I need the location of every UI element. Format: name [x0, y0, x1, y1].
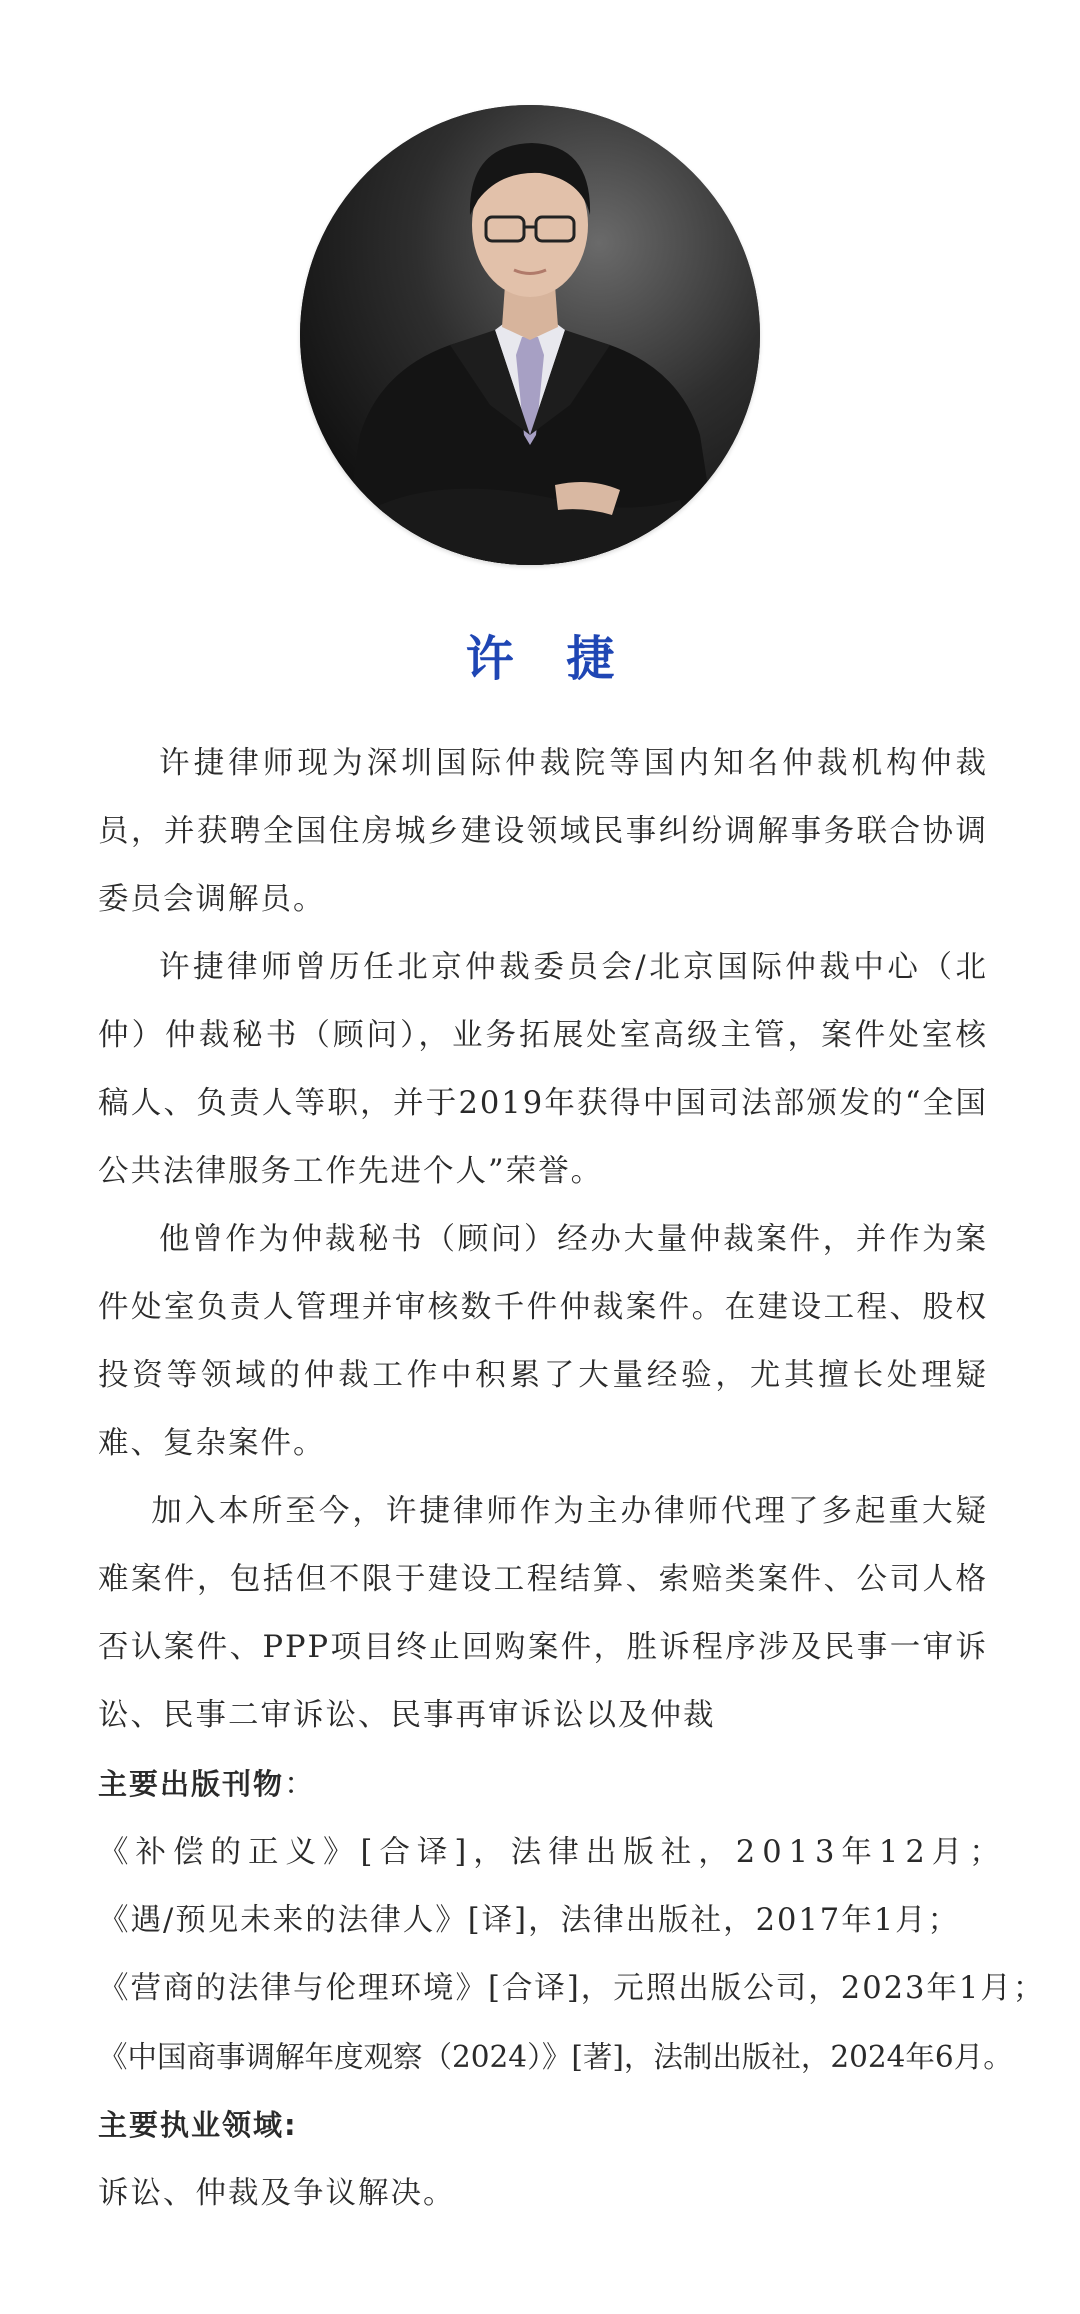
profile-photo — [300, 105, 760, 565]
publications-heading: 主要出版刊物 — [98, 1767, 285, 1801]
publications-list — [98, 1819, 1046, 2091]
practice-heading: 主要执业领域: — [98, 2108, 298, 2142]
practice-areas: 诉讼、仲裁及争议解决。 — [98, 2176, 456, 2211]
publications-heading-row — [98, 1750, 988, 1819]
publications-colon: ： — [284, 1767, 317, 1802]
bio-paragraph-2: 许捷律师曾历任北京仲裁委员会/北京国际仲裁中心（北仲）仲裁秘书（顾问），业务拓展处室高级主管，案件处室核稿人、负责人等职，并于2019年获得中国司法部颁发的“全国公共法律服务工作先进个人”荣誉。 — [98, 950, 988, 1189]
bio-paragraph-3: 他曾作为仲裁秘书（顾问）经办大量仲裁案件，并作为案件处室负责人管理并审核数千件仲裁案件。在建设工程、股权投资等领域的仲裁工作中积累了大量经验，尤其擅长处理疑难、复杂案件。 — [98, 1222, 988, 1461]
profile-content — [98, 730, 1046, 2228]
publication-item: 《补偿的正义》[合译]，法律出版社，2013年12月； — [98, 1835, 1007, 1870]
publication-item: 《中国商事调解年度观察（2024）》[著]，法制出版社，2024年6月。 — [98, 2040, 1013, 2074]
bio-paragraph-1: 许捷律师现为深圳国际仲裁院等国内知名仲裁机构仲裁员，并获聘全国住房城乡建设领域民事纠纷调解事务联合协调委员会调解员。 — [98, 746, 988, 917]
practice-heading-row — [98, 2091, 988, 2160]
publication-item: 《遇/预见未来的法律人》[译]，法律出版社，2017年1月； — [98, 1903, 961, 1938]
profile-name: 许 捷 — [465, 631, 633, 687]
portrait-illustration — [300, 105, 760, 565]
publication-item: 《营商的法律与伦理环境》[合译]，元照出版公司，2023年1月； — [98, 1971, 1046, 2006]
bio-paragraph-4: 加入本所至今，许捷律师作为主办律师代理了多起重大疑难案件，包括但不限于建设工程结算、索赔类案件、公司人格否认案件、PPP项目终止回购案件，胜诉程序涉及民事一审诉讼、民事二审诉讼、民事再审诉讼以及仲裁 — [98, 1494, 988, 1733]
